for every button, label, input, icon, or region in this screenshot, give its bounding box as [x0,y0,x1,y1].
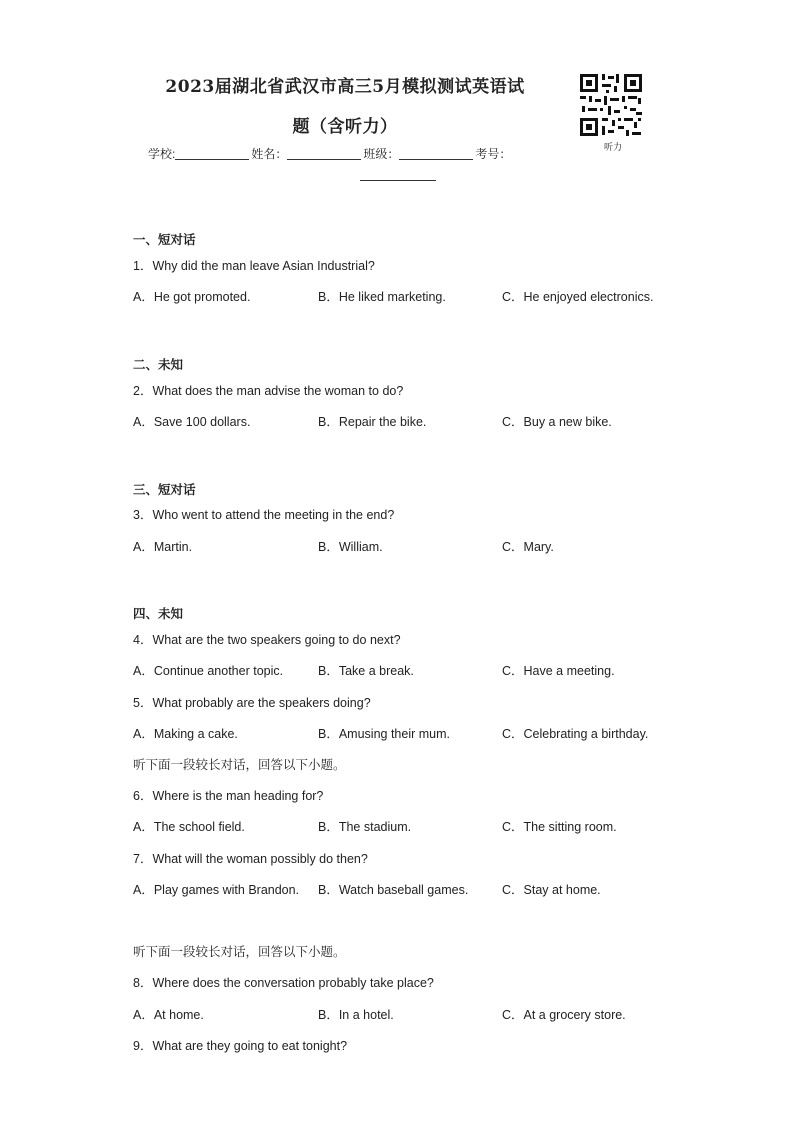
question-9: 9．What are they going to eat tonight? [133,1039,348,1053]
section-heading-1: 一、短对话 [133,233,196,247]
q7-option-b[interactable]: B．Watch baseball games. [318,883,469,897]
q5-option-a[interactable]: A．Making a cake. [133,727,238,741]
q6-option-c[interactable]: C．The sitting room. [502,820,617,834]
q5-option-b[interactable]: B．Amusing their mum. [318,727,450,741]
q1-option-c[interactable]: C．He enjoyed electronics. [502,290,654,304]
page-title-line-1: 2023届湖北省武汉市高三5月模拟测试英语试 [165,77,525,97]
exam-no-blank[interactable] [360,180,436,181]
q5-option-c[interactable]: C．Celebrating a birthday. [502,727,649,741]
question-6: 6．Where is the man heading for? [133,789,324,803]
q4-option-c[interactable]: C．Have a meeting. [502,664,615,678]
section-heading-2: 二、未知 [133,358,184,372]
q1-option-a[interactable]: A．He got promoted. [133,290,251,304]
school-blank[interactable] [175,159,249,160]
question-1: 1．Why did the man leave Asian Industrial? [133,259,375,273]
question-8: 8．Where does the conversation probably take place? [133,976,434,990]
q1-option-b[interactable]: B．He liked marketing. [318,290,446,304]
listening-instruction-1: 听下面一段较长对话，回答以下小题。 [133,758,346,772]
page-title-line-2: 题（含听力） [292,117,398,137]
student-info-line [148,145,511,162]
q4-option-b[interactable]: B．Take a break. [318,664,414,678]
q7-option-a[interactable]: A．Play games with Brandon. [133,883,300,897]
school-label: 学校: [148,147,176,161]
question-7: 7．What will the woman possibly do then? [133,852,368,866]
section-heading-3: 三、短对话 [133,483,196,497]
qr-code-icon[interactable] [578,72,644,138]
q3-option-b[interactable]: B．William. [318,540,383,554]
q8-option-c[interactable]: C．At a grocery store. [502,1008,626,1022]
q6-option-b[interactable]: B．The stadium. [318,820,412,834]
question-2: 2．What does the man advise the woman to do? [133,384,404,398]
q6-option-a[interactable]: A．The school field. [133,820,245,834]
q3-option-c[interactable]: C．Mary. [502,540,554,554]
question-4: 4．What are the two speakers going to do next? [133,633,401,647]
q7-option-c[interactable]: C．Stay at home. [502,883,601,897]
q4-option-a[interactable]: A．Continue another topic. [133,664,284,678]
question-5: 5．What probably are the speakers doing? [133,696,371,710]
q3-option-a[interactable]: A．Martin. [133,540,193,554]
q8-option-a[interactable]: A．At home. [133,1008,204,1022]
exam-no-label: 考号： [475,147,512,161]
listening-instruction-2: 听下面一段较长对话，回答以下小题。 [133,945,346,959]
name-label: 姓名： [251,147,288,161]
name-blank[interactable] [287,159,361,160]
qr-code-block[interactable] [578,72,648,153]
q2-option-a[interactable]: A．Save 100 dollars. [133,415,251,429]
question-3: 3．Who went to attend the meeting in the end? [133,508,395,522]
qr-caption: 听力 [603,143,622,153]
q2-option-c[interactable]: C．Buy a new bike. [502,415,612,429]
section-heading-4: 四、未知 [133,607,184,621]
q2-option-b[interactable]: B．Repair the bike. [318,415,427,429]
class-label: 班级： [363,147,400,161]
class-blank[interactable] [399,159,473,160]
q8-option-b[interactable]: B．In a hotel. [318,1008,394,1022]
